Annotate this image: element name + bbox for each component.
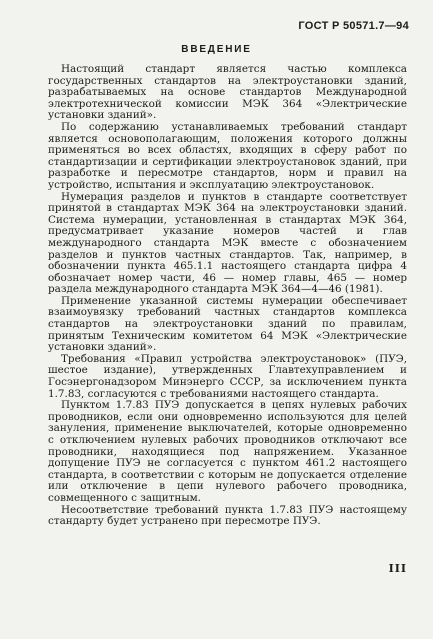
- standard-code: ГОСТ Р 50571.7—94: [298, 20, 409, 32]
- paragraph-7: Несоответствие требований пункта 1.7.83 ПУЭ настоящему стандарту будет устранено при пересмотре ПУЭ.: [48, 503, 407, 528]
- paragraph-1: Настоящий стандарт является частью комплекса государственных стандартов на электроустановки зданий, разрабатываемых на основе стандартов Международной электротехнической комиссии МЭК 364 «Электрические установки зданий».: [48, 63, 407, 122]
- paragraph-2: По содержанию устанавливаемых требований стандарт является основополагающим, положения которого должны применяться во всех областях, входящих в сферу работ по стандартизации и сертификации электроустановок зданий, при разработке и пересмотре стандартов, норм и правил на устройство, испытания и эксплуатацию электроустановок.: [48, 120, 407, 191]
- paragraph-6: Пунктом 1.7.83 ПУЭ допускается в цепях нулевых рабочих проводников, если они одновременно используются для целей зануления, применение выключателей, которые одновременно с отключением нулевых рабочих проводников отключают все проводники, находящиеся под напряжением. Указанное допущение ПУЭ не согласуется с пунктом 461.2 настоящего стандарта, в соответствии с которым не допускается отделение или отключение в цепи нулевого рабочего проводника, совмещенного с защитным.: [48, 399, 407, 504]
- section-title: ВВЕДЕНИЕ: [181, 44, 252, 55]
- paragraph-4: Применение указанной системы нумерации обеспечивает взаимоувязку требований частных стандартов комплекса стандартов на электроустановки зданий по правилам, принятым Техническим комитетом 64 МЭК «Электрические установки зданий».: [48, 294, 407, 354]
- paragraph-3: Нумерация разделов и пунктов в стандарте соответствует принятой в стандартах МЭК 364 на электроустановки зданий. Система нумерации, установленная в стандартах МЭК 364, предусматривает указание номеров частей и глав международного стандарта МЭК вместе с обозначением разделов и пунктов частных стандартов. Так, например, в обозначении пункта 465.1.1 настоящего стандарта цифра 4 обозначает номер части, 46 — номер главы, 465 — номер раздела международного стандарта МЭК 364—4—46 (1981).: [48, 190, 407, 296]
- paragraph-5: Требования «Правил устройства электроустановок» (ПУЭ, шестое издание), утвержденных Главтехуправлением и Госэнергонадзором Минэнерго СССР, за исключением пункта 1.7.83, согласуются с требованиями настоящего стандарта.: [48, 352, 407, 400]
- page-number: III: [388, 562, 407, 575]
- document-body: [48, 64, 407, 528]
